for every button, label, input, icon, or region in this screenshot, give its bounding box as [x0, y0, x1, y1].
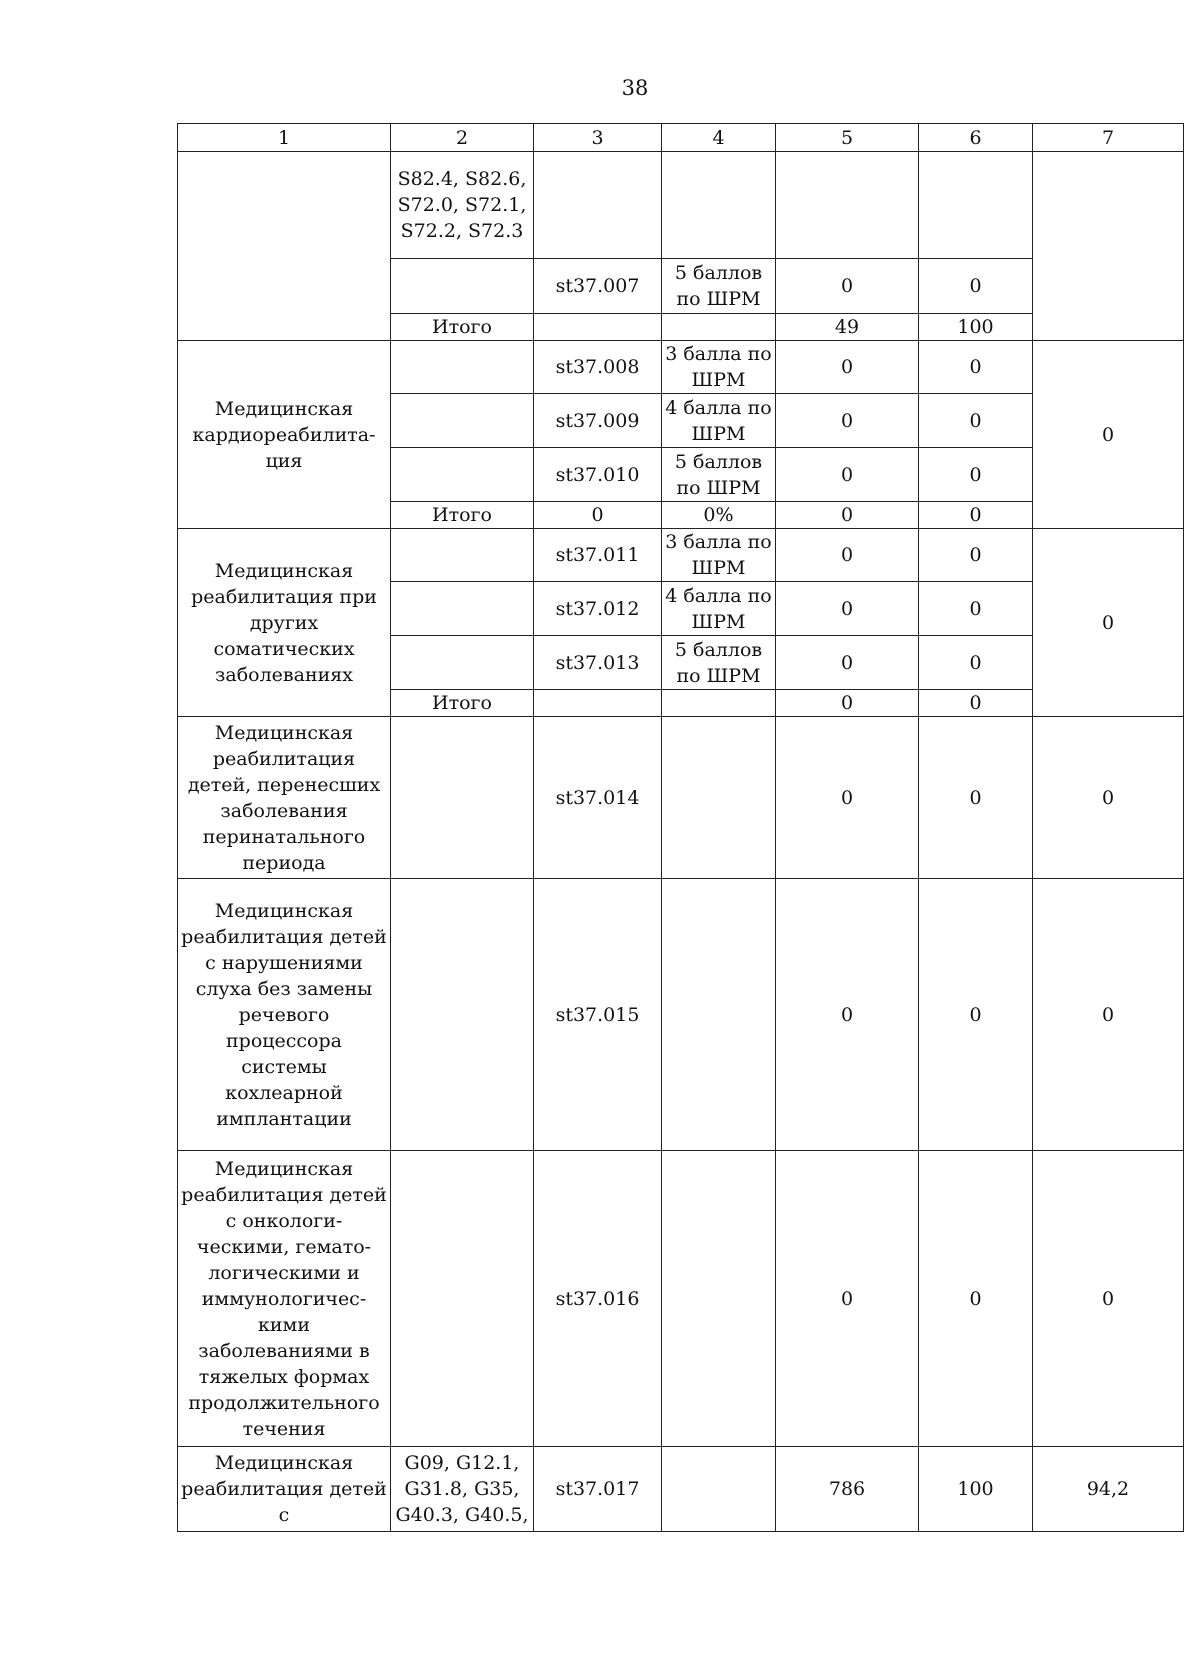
- group-name-cell: [178, 152, 391, 341]
- cell: [391, 636, 534, 690]
- table-row: [178, 152, 1184, 259]
- col7-cell: 94,2: [1033, 1447, 1184, 1532]
- criterion-cell: 3 балла по ШРМ: [662, 341, 776, 394]
- cell: 0%: [662, 502, 776, 529]
- header-cell: 3: [534, 124, 662, 152]
- header-cell: 1: [178, 124, 391, 152]
- total-label: Итого: [391, 502, 534, 529]
- cell: [919, 152, 1033, 259]
- col5-cell: 0: [776, 259, 919, 314]
- col5-cell: 0: [776, 582, 919, 636]
- cell: [391, 529, 534, 582]
- diagnosis-codes-cell: G09, G12.1, G31.8, G35, G40.3, G40.5,: [391, 1447, 534, 1532]
- header-cell: 7: [1033, 124, 1184, 152]
- criterion-cell: 3 балла по ШРМ: [662, 529, 776, 582]
- col5-cell: 0: [776, 448, 919, 502]
- col7-cell: 0: [1033, 341, 1184, 529]
- group-name-cell: Медицинская кардиореабилита-ция: [178, 341, 391, 529]
- col7-cell: [1033, 152, 1184, 341]
- total-label: Итого: [391, 690, 534, 717]
- col6-cell: 0: [919, 502, 1033, 529]
- criterion-cell: [662, 1151, 776, 1447]
- col6-cell: 0: [919, 529, 1033, 582]
- cell: [662, 314, 776, 341]
- ksg-code-cell: st37.016: [534, 1151, 662, 1447]
- col5-cell: 0: [776, 690, 919, 717]
- col5-cell: 0: [776, 394, 919, 448]
- col6-cell: 0: [919, 879, 1033, 1151]
- col5-cell: 0: [776, 636, 919, 690]
- col5-cell: 786: [776, 1447, 919, 1532]
- table-row: [178, 1151, 1184, 1447]
- col5-cell: 0: [776, 341, 919, 394]
- group-name-cell: Медицинская реабилитация детей с нарушениями слуха без замены речевого процессора системы кохлеарной имплантации: [178, 879, 391, 1151]
- col6-cell: 100: [919, 314, 1033, 341]
- col6-cell: 100: [919, 1447, 1033, 1532]
- diagnosis-codes-cell: [391, 717, 534, 879]
- header-cell: 2: [391, 124, 534, 152]
- criterion-cell: 5 баллов по ШРМ: [662, 448, 776, 502]
- table-row: [178, 341, 1184, 394]
- col6-cell: 0: [919, 259, 1033, 314]
- cell: [391, 448, 534, 502]
- criterion-cell: 4 балла по ШРМ: [662, 394, 776, 448]
- group-name-cell: Медицинская реабилитация детей, перенесших заболевания перинатального периода: [178, 717, 391, 879]
- ksg-code-cell: st37.013: [534, 636, 662, 690]
- page-number: 38: [621, 76, 649, 100]
- cell: [391, 394, 534, 448]
- col6-cell: 0: [919, 448, 1033, 502]
- col5-cell: 0: [776, 879, 919, 1151]
- header-cell: 4: [662, 124, 776, 152]
- header-cell: 5: [776, 124, 919, 152]
- cell: [662, 690, 776, 717]
- col6-cell: 0: [919, 636, 1033, 690]
- cell: [534, 314, 662, 341]
- col6-cell: 0: [919, 394, 1033, 448]
- col7-cell: 0: [1033, 879, 1184, 1151]
- col5-cell: 0: [776, 1151, 919, 1447]
- col6-cell: 0: [919, 717, 1033, 879]
- cell: [391, 341, 534, 394]
- table-row: [178, 879, 1184, 1151]
- criterion-cell: [662, 717, 776, 879]
- col7-cell: 0: [1033, 529, 1184, 717]
- ksg-code-cell: st37.007: [534, 259, 662, 314]
- diagnosis-codes-cell: S82.4, S82.6, S72.0, S72.1, S72.2, S72.3: [391, 152, 534, 259]
- cell: [534, 152, 662, 259]
- group-name-cell: Медицинская реабилитация при других соматических заболеваниях: [178, 529, 391, 717]
- cell: 0: [534, 502, 662, 529]
- header-row: [178, 124, 1184, 152]
- group-name-cell: Медицинская реабилитация детей с: [178, 1447, 391, 1532]
- col6-cell: 0: [919, 690, 1033, 717]
- col7-cell: 0: [1033, 1151, 1184, 1447]
- col5-cell: 0: [776, 717, 919, 879]
- cell: [534, 690, 662, 717]
- ksg-code-cell: st37.012: [534, 582, 662, 636]
- diagnosis-codes-cell: [391, 1151, 534, 1447]
- criterion-cell: [662, 1447, 776, 1532]
- cell: [391, 582, 534, 636]
- col5-cell: 49: [776, 314, 919, 341]
- table-row: [178, 529, 1184, 582]
- group-name-cell: Медицинская реабилитация детей с онкологи-ческими, гемато-логическими и иммунологичес-кими заболеваниями в тяжелых формах продолжительного течения: [178, 1151, 391, 1447]
- ksg-code-cell: st37.014: [534, 717, 662, 879]
- col5-cell: 0: [776, 529, 919, 582]
- ksg-code-cell: st37.017: [534, 1447, 662, 1532]
- col5-cell: 0: [776, 502, 919, 529]
- ksg-code-cell: st37.015: [534, 879, 662, 1151]
- col6-cell: 0: [919, 341, 1033, 394]
- cell: [776, 152, 919, 259]
- ksg-code-cell: st37.011: [534, 529, 662, 582]
- criterion-cell: 4 балла по ШРМ: [662, 582, 776, 636]
- criterion-cell: 5 баллов по ШРМ: [662, 259, 776, 314]
- cell: [662, 152, 776, 259]
- tariff-table: [177, 123, 1184, 1532]
- col6-cell: 0: [919, 1151, 1033, 1447]
- table-row: [178, 1447, 1184, 1532]
- ksg-code-cell: st37.010: [534, 448, 662, 502]
- col7-cell: 0: [1033, 717, 1184, 879]
- cell: [391, 259, 534, 314]
- criterion-cell: 5 баллов по ШРМ: [662, 636, 776, 690]
- criterion-cell: [662, 879, 776, 1151]
- col6-cell: 0: [919, 582, 1033, 636]
- header-cell: 6: [919, 124, 1033, 152]
- table-row: [178, 717, 1184, 879]
- ksg-code-cell: st37.009: [534, 394, 662, 448]
- diagnosis-codes-cell: [391, 879, 534, 1151]
- total-label: Итого: [391, 314, 534, 341]
- ksg-code-cell: st37.008: [534, 341, 662, 394]
